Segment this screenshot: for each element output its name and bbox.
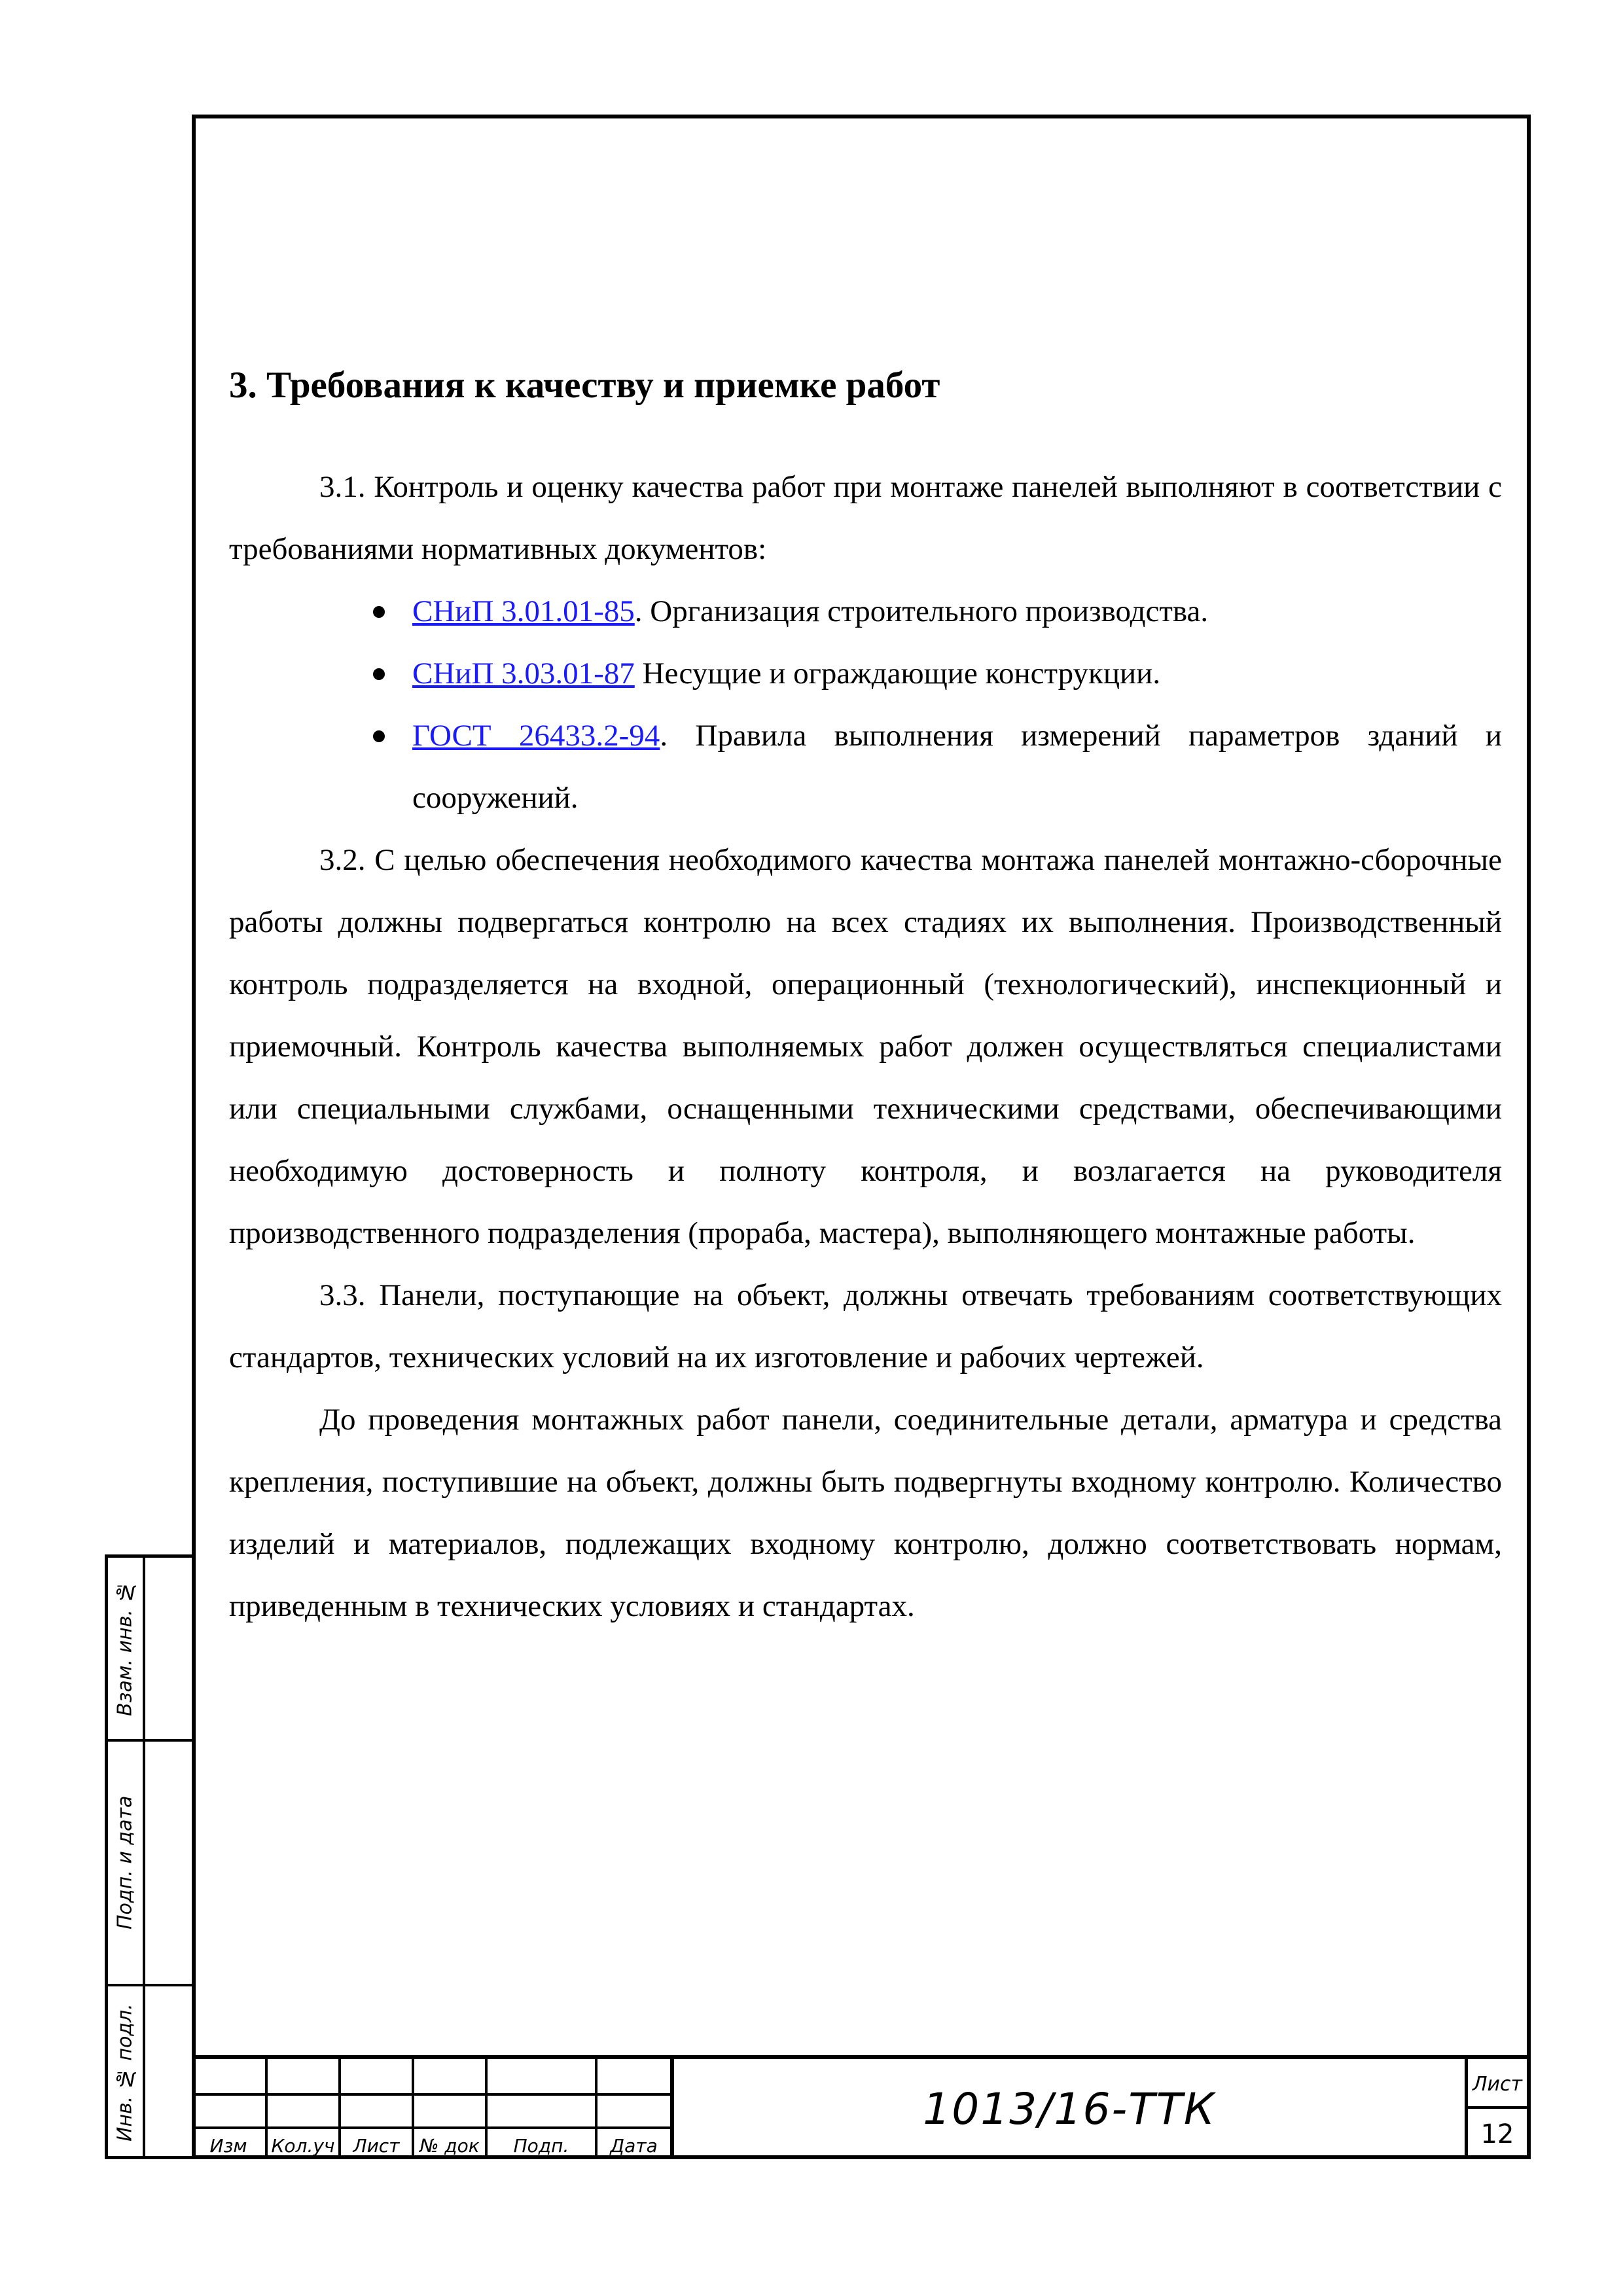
list-item [412,705,1502,829]
page-content [229,363,1502,1638]
column-doc-number: № док [419,2135,480,2157]
list-item-text: . Правила выполнения измерений параметров зданий и сооружений. [412,719,1503,816]
list-item [412,643,1502,705]
sheet-number: 12 [1480,2119,1514,2149]
title-block-line [1465,2106,1527,2109]
normative-docs-list [229,581,1502,829]
column-podp: Подп. [513,2135,569,2157]
column-data: Дата [610,2135,658,2157]
sheet-label: Лист [1472,2072,1523,2096]
column-izm: Изм [209,2135,247,2157]
paragraph-3-3: 3.3. Панели, поступающие на объект, должны отвечать требованиям соответствующих стандартов, технических условий на их изготовление и рабочих чертежей. [229,1278,1502,1375]
gost-26433-2-94-link[interactable]: ГОСТ 26433.2-94 [412,719,660,753]
snip-3-01-01-85-link[interactable]: СНиП 3.01.01-85 [412,594,635,629]
document-code: 1013/16-ТТК [923,2084,1216,2134]
title-block [192,2055,1531,2159]
column-kol-uch: Кол.уч [271,2135,335,2157]
list-item-text: Несущие и ограждающие конструкции. [634,656,1161,691]
list-item-text: . Организация строительного производства. [634,594,1209,629]
inv-podl-label: Инв. № подл. [113,2003,137,2142]
snip-3-03-01-87-link[interactable]: СНиП 3.03.01-87 [412,656,635,691]
podp-data-label: Подп. и дата [113,1795,137,1930]
section-title: 3. Требования к качеству и приемке работ [229,365,940,406]
vzam-inv-label: Взам. инв. № [113,1580,137,1717]
paragraph-3-1: 3.1. Контроль и оценку качества работ при монтаже панелей выполняют в соответствии с требованиями нормативных документов: [229,470,1502,567]
title-block-line [192,2126,670,2129]
side-stamp-divider [143,1558,145,2156]
side-stamp [105,1554,192,2159]
column-list: Лист [353,2135,400,2157]
list-item [412,581,1502,643]
paragraph-3-2: 3.2. С целью обеспечения необходимого качества монтажа панелей монтажно-сборочные работы должны подвергаться контролю на всех стадиях их выполнения. Производственный контроль подразделяется на входной, операционный (технологический), инспекционный и приемочный. Контроль качества выполняемых работ должен осуществляться специалистами или специальными службами, оснащенными техническими средствами, обеспечивающими необходимую достоверность и полноту контроля, и возлагается на руководителя производственного подразделения (прораба, мастера), выполняющего монтажные работы. [229,843,1502,1251]
paragraph-input-control: До проведения монтажных работ панели, соединительные детали, арматура и средства крепления, поступившие на объект, должны быть подвергнуты входному контролю. Количество изделий и материалов, подлежащих входному контролю, должно соответствовать нормам, приведенным в технических условиях и стандартах. [229,1403,1502,1624]
title-block-line [192,2093,670,2096]
